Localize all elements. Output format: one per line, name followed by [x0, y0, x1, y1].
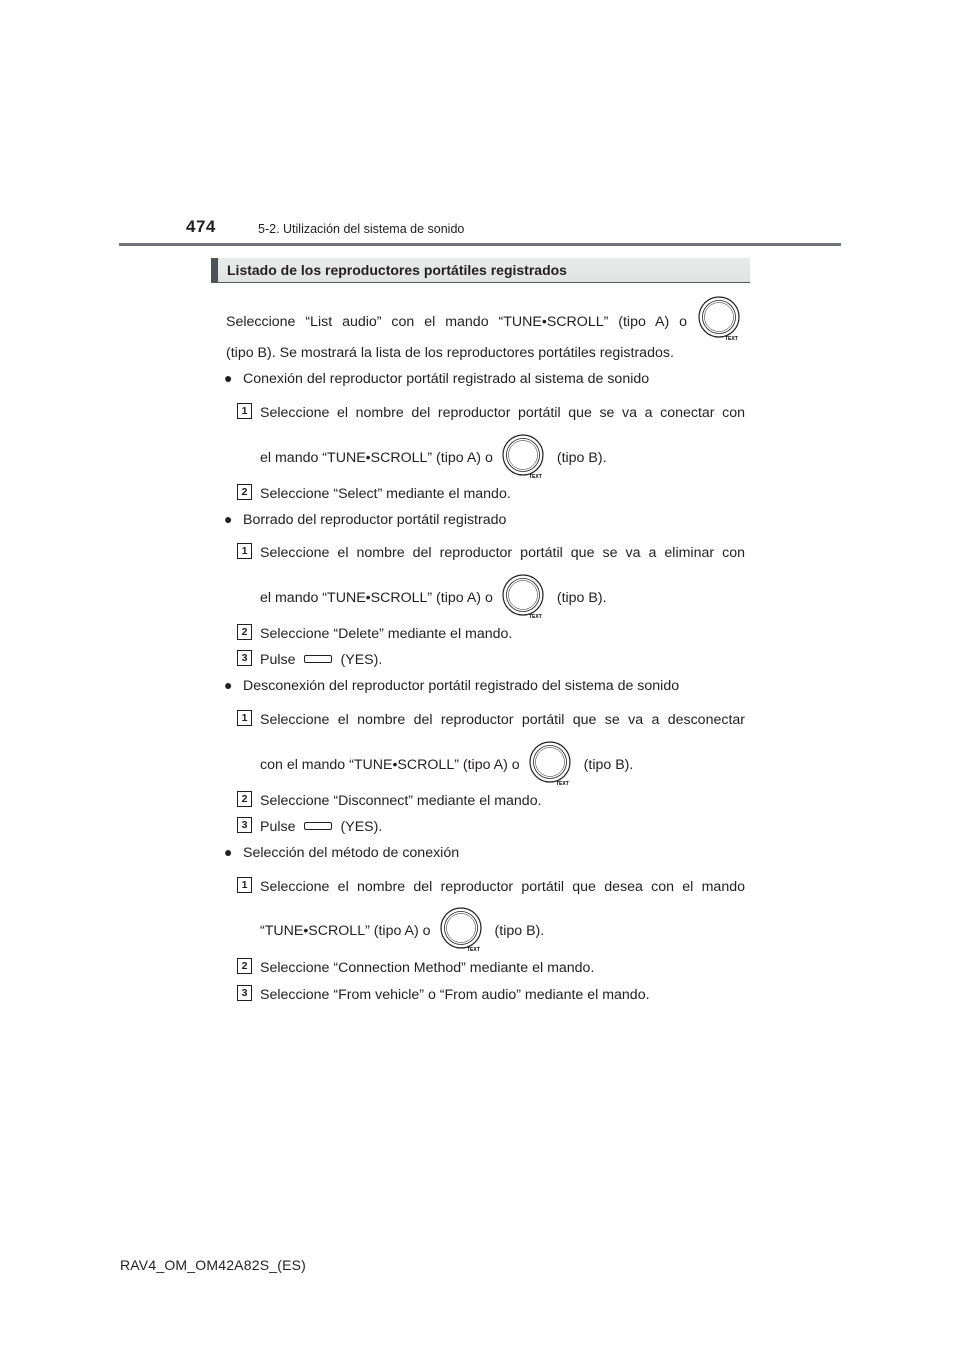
- step-text-continued: [260, 922, 545, 954]
- section-heading: Desconexión del reproductor portátil registrado del sistema de sonido: [243, 678, 680, 694]
- topic-title: Listado de los reproductores portátiles registrados: [227, 262, 567, 278]
- step-text: Seleccione “Delete” mediante el mando.: [260, 626, 513, 642]
- step-number-box: 3: [237, 650, 252, 666]
- topic-bar: [211, 258, 750, 283]
- step-text: Seleccione “Select” mediante el mando.: [260, 486, 511, 502]
- knob-icon: [501, 434, 547, 480]
- step-text-after-knob: (tipo B).: [556, 590, 607, 606]
- step-text-before-button: Pulse: [260, 819, 296, 835]
- svg-text:TEXT: TEXT: [725, 336, 738, 342]
- header-rule: [119, 243, 841, 246]
- step-text-before-knob: “TUNE•SCROLL” (tipo A) o: [260, 923, 431, 939]
- step-text-after-button: (YES).: [340, 652, 383, 668]
- page-number: 474: [186, 217, 216, 236]
- step-text: Seleccione “Connection Method” mediante el mando.: [260, 960, 595, 976]
- bullet-icon: ●: [224, 844, 233, 860]
- footer-doc-code: RAV4_OM_OM42A82S_(ES): [120, 1257, 307, 1273]
- step-text: Seleccione el nombre del reproductor portátil que se va a desconectar: [260, 712, 745, 728]
- svg-text:TEXT: TEXT: [528, 614, 542, 621]
- step-number-box: 1: [237, 543, 252, 559]
- intro-line-2: (tipo B). Se mostrará la lista de los reproductores portátiles registrados.: [226, 345, 674, 361]
- section-heading: Selección del método de conexión: [243, 845, 460, 861]
- step-text: Seleccione “Disconnect” mediante el mando.: [260, 793, 542, 809]
- yes-button-icon: [304, 822, 332, 830]
- step-text-before-knob: con el mando “TUNE•SCROLL” (tipo A) o: [260, 757, 520, 773]
- step-number-box: 2: [237, 484, 252, 500]
- knob-icon: [501, 574, 547, 620]
- step-text: [260, 818, 382, 836]
- step-text: Seleccione el nombre del reproductor portátil que se va a eliminar con: [260, 545, 745, 561]
- svg-text:TEXT: TEXT: [466, 947, 480, 954]
- step-text-after-knob: (tipo B).: [556, 450, 607, 466]
- section-heading: Conexión del reproductor portátil registrado al sistema de sonido: [243, 371, 650, 387]
- step-number-box: 2: [237, 791, 252, 807]
- step-text-continued: [260, 449, 607, 481]
- step-text-before-knob: el mando “TUNE•SCROLL” (tipo A) o: [260, 590, 493, 606]
- step-text-before-button: Pulse: [260, 652, 296, 668]
- bullet-icon: ●: [224, 677, 233, 693]
- bullet-icon: ●: [224, 370, 233, 386]
- step-text-before-knob: el mando “TUNE•SCROLL” (tipo A) o: [260, 450, 493, 466]
- step-text-after-knob: (tipo B).: [583, 757, 634, 773]
- step-number-box: 2: [237, 958, 252, 974]
- step-text: Seleccione “From vehicle” o “From audio” mediante el mando.: [260, 987, 650, 1003]
- knob-icon: [697, 296, 743, 342]
- bullet-icon: ●: [224, 511, 233, 527]
- step-number-box: 1: [237, 877, 252, 893]
- step-text-after-knob: (tipo B).: [494, 923, 545, 939]
- topic-bar-accent: [211, 258, 218, 282]
- step-number-box: 3: [237, 985, 252, 1001]
- step-number-box: 2: [237, 624, 252, 640]
- yes-button-icon: [304, 655, 332, 663]
- step-text: Seleccione el nombre del reproductor portátil que desea con el mando: [260, 879, 745, 895]
- step-text-continued: [260, 756, 634, 788]
- step-number-box: 1: [237, 403, 252, 419]
- svg-text:TEXT: TEXT: [528, 474, 542, 481]
- step-text: Seleccione el nombre del reproductor portátil que se va a conectar con: [260, 405, 745, 421]
- knob-icon: [439, 907, 485, 953]
- section-reference: 5-2. Utilización del sistema de sonido: [258, 222, 465, 236]
- step-number-box: 1: [237, 710, 252, 726]
- svg-text:TEXT: TEXT: [555, 781, 569, 788]
- step-number-box: 3: [237, 817, 252, 833]
- step-text-after-button: (YES).: [340, 819, 383, 835]
- section-heading: Borrado del reproductor portátil registrado: [243, 512, 507, 528]
- step-text: [260, 651, 382, 669]
- intro-line-1: Seleccione “List audio” con el mando “TUNE•SCROLL” (tipo A) o: [226, 314, 687, 330]
- knob-icon: [528, 741, 574, 787]
- step-text-continued: [260, 589, 607, 621]
